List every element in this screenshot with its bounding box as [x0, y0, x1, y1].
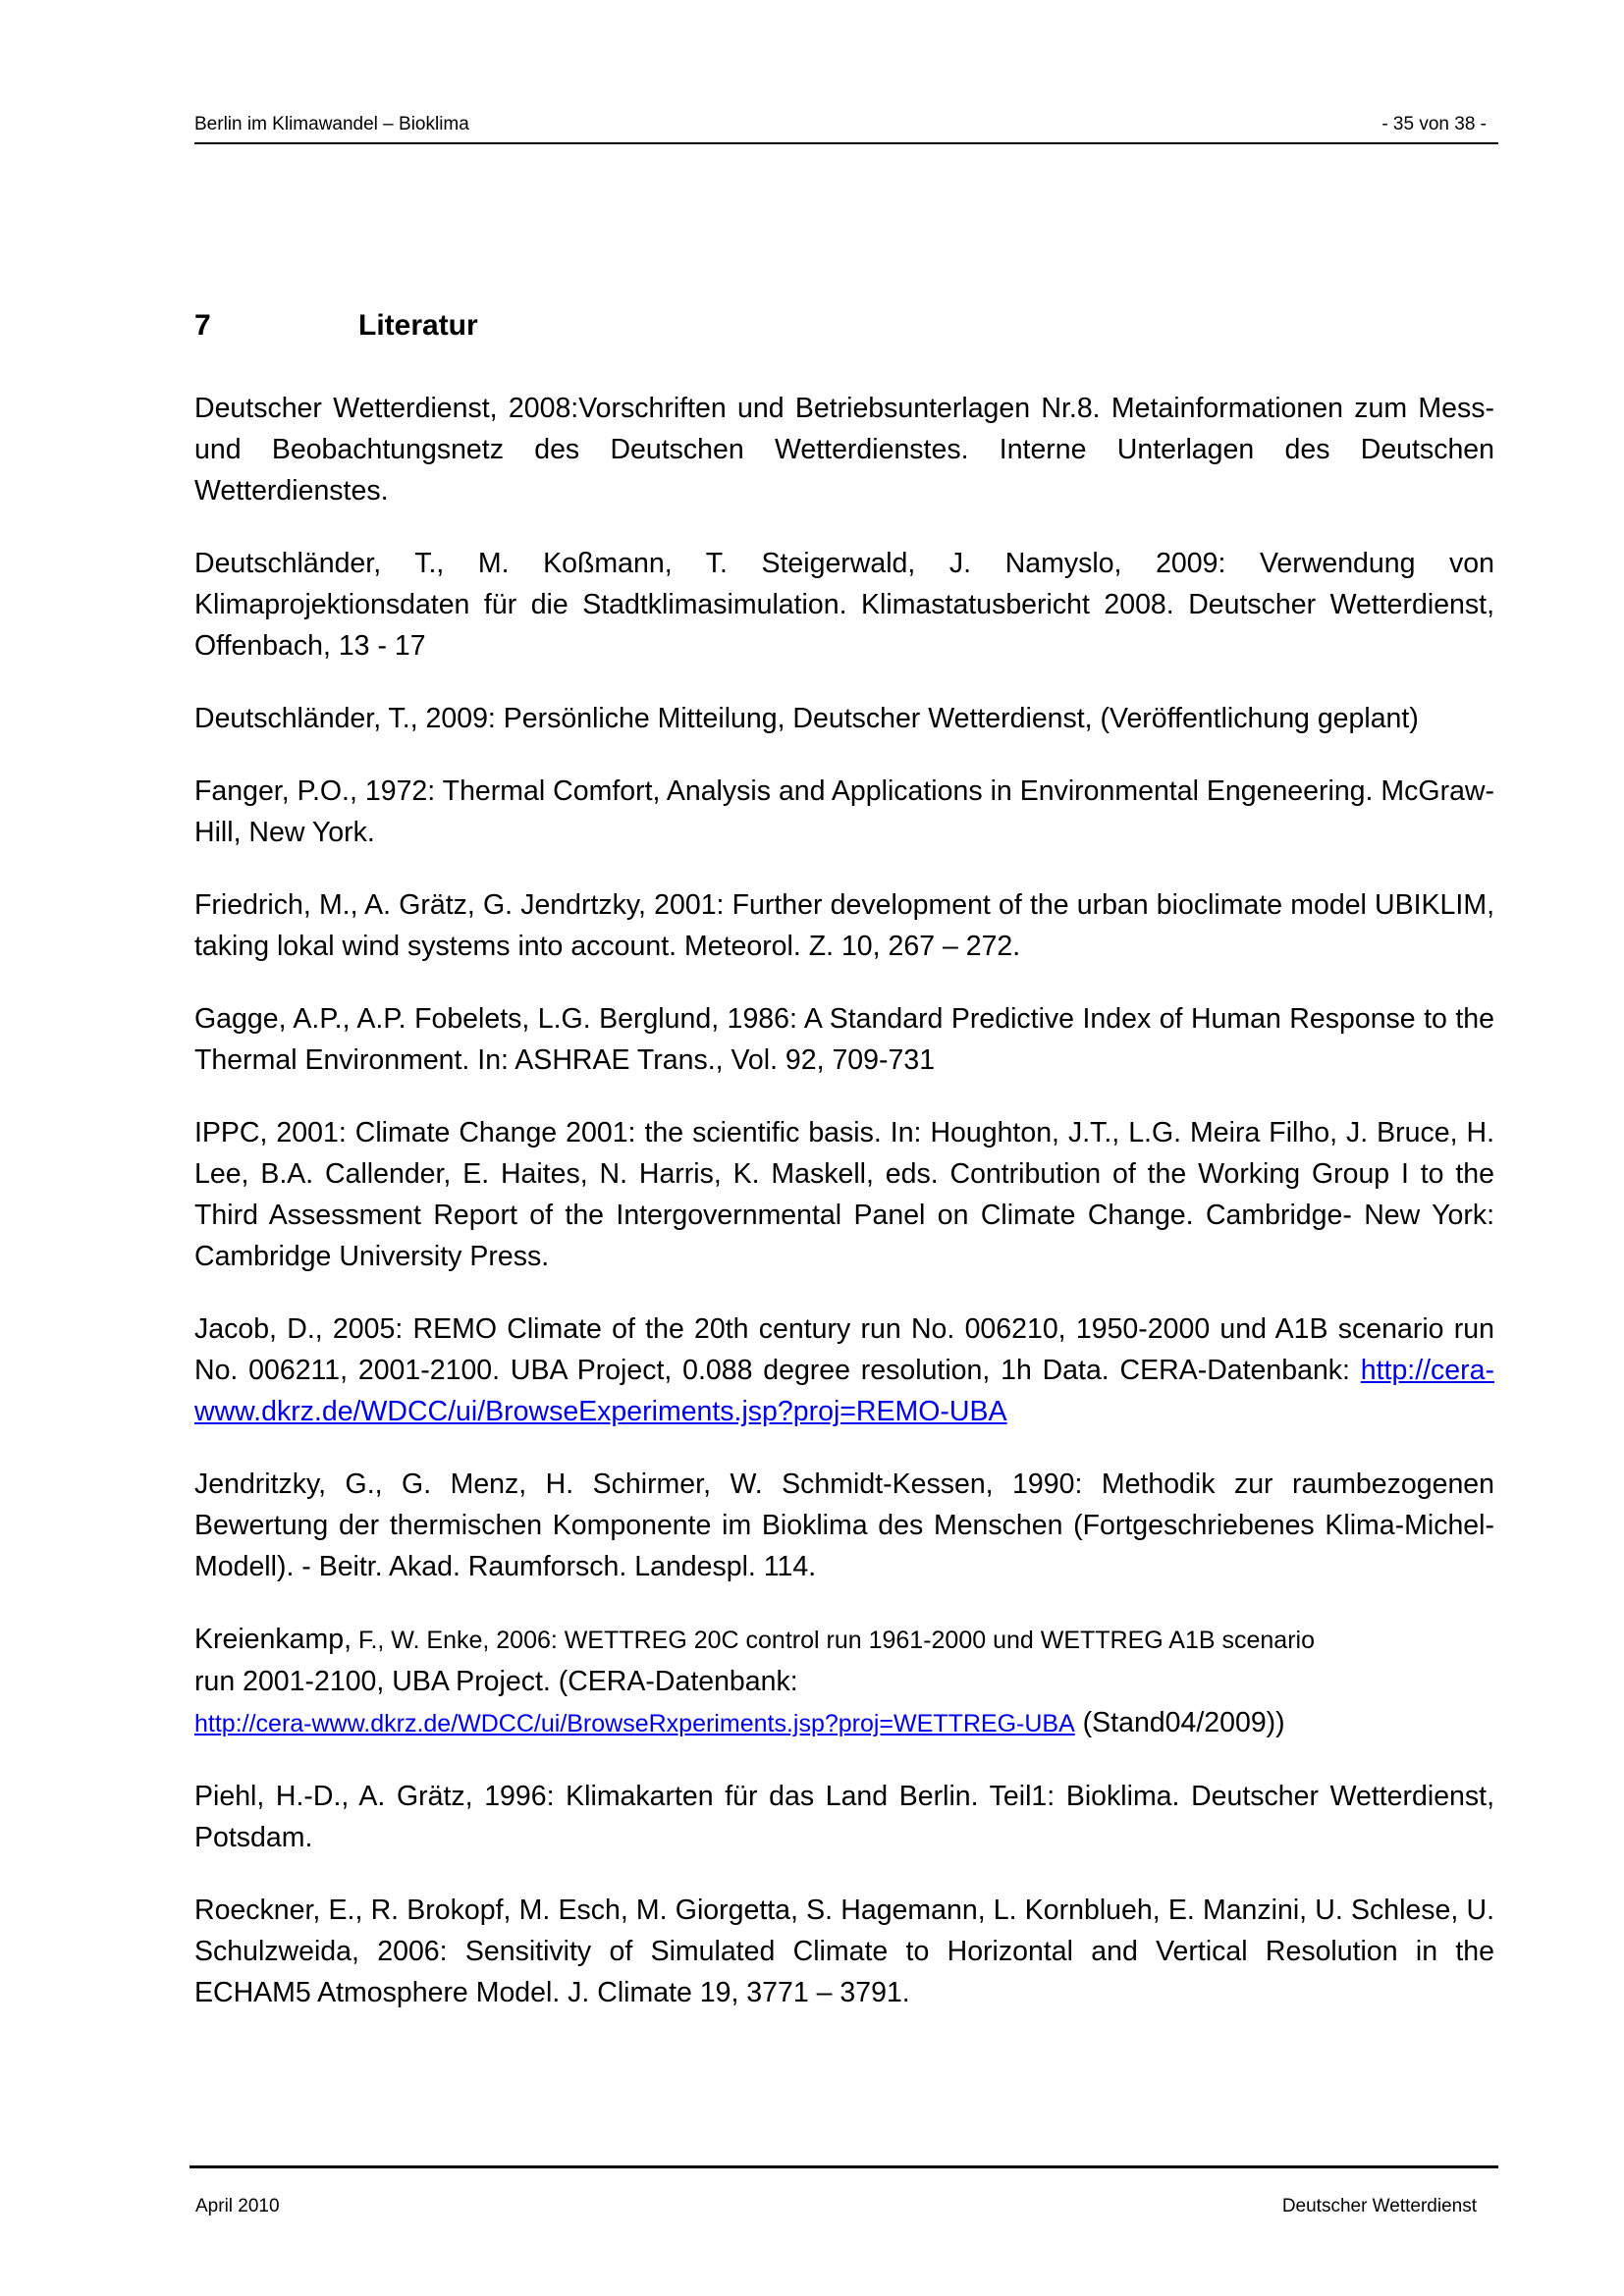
footer-publisher: Deutscher Wetterdienst: [1281, 2196, 1477, 2216]
reference-link[interactable]: http://cera-www.dkrz.de/WDCC/ui/BrowseRxperiments.jsp?proj=WETTREG-UBA: [194, 1710, 1075, 1737]
reference-item: [194, 1776, 1494, 1858]
reference-text: Deutscher Wetterdienst, 2008:Vorschriften und Betriebsunterlagen Nr.8. Metainformationen zum Mess- und Beobachtungsnetz des Deutschen Wetterdienstes. Interne Unterlagen des Deutschen Wetterdienstes.: [194, 393, 1494, 507]
reference-text: Jacob, D., 2005: REMO Climate of the 20th century run No. 006210, 1950-2000 und A1B scenario run No. 006211, 2001-2100. UBA Project, 0.088 degree resolution, 1h Data. CERA-Datenbank:: [194, 1313, 1494, 1386]
section-heading: [194, 308, 478, 344]
reference-item: [194, 884, 1494, 967]
reference-text-small: F., W. Enke, 2006: WETTREG 20C control run 1961-2000 und WETTREG A1B scenario: [352, 1627, 1315, 1654]
reference-text: Gagge, A.P., A.P. Fobelets, L.G. Berglund, 1986: A Standard Predictive Index of Human Response to the Thermal Environment. In: ASHRAE Trans., Vol. 92, 709-731: [194, 1003, 1494, 1076]
reference-item: [194, 771, 1494, 853]
reference-text: IPPC, 2001: Climate Change 2001: the scientific basis. In: Houghton, J.T., L.G. Meira Filho, J. Bruce, H. Lee, B.A. Callender, E. Haites, N. Harris, K. Maskell, eds. Contribution of the Working Group I to the Third Assessment Report of the Intergovernmental Panel on Climate Change. Cambridge- New York: Cambridge University Press.: [194, 1117, 1494, 1272]
reference-text: Fanger, P.O., 1972: Thermal Comfort, Analysis and Applications in Environmental Engeneering. McGraw-Hill, New York.: [194, 775, 1494, 848]
reference-text: Deutschländer, T., M. Koßmann, T. Steigerwald, J. Namyslo, 2009: Verwendung von Klimaprojektionsdaten für die Stadtklimasimulation. Klimastatusbericht 2008. Deutscher Wetterdienst, Offenbach, 13 - 17: [194, 548, 1494, 662]
reference-item: [194, 998, 1494, 1081]
header-title: Berlin im Klimawandel – Bioklima: [194, 114, 469, 134]
section-title: Literatur: [358, 309, 478, 342]
reference-item: [194, 1619, 1494, 1744]
reference-author: Kreienkamp,: [194, 1624, 352, 1655]
reference-item: [194, 543, 1494, 667]
reference-text: Roeckner, E., R. Brokopf, M. Esch, M. Giorgetta, S. Hagemann, L. Kornblueh, E. Manzini, U. Schlese, U. Schulzweida, 2006: Sensitivity of Simulated Climate to Horizontal and Vertical Resolution in the ECHAM5 Atmosphere Model. J. Climate 19, 3771 – 3791.: [194, 1895, 1494, 2008]
page-number: - 35 von 38 -: [1381, 114, 1487, 134]
section-number: 7: [194, 309, 211, 342]
reference-item: [194, 1464, 1494, 1587]
reference-text: run 2001-2100, UBA Project. (CERA-Datenbank:: [194, 1666, 798, 1697]
reference-text: Jendritzky, G., G. Menz, H. Schirmer, W. Schmidt-Kessen, 1990: Methodik zur raumbezogenen Bewertung der thermischen Komponente im Bioklima des Menschen (Fortgeschriebenes Klima-Michel-Modell). - Beitr. Akad. Raumforsch. Landespl. 114.: [194, 1468, 1494, 1582]
page-footer: [189, 2165, 1498, 2216]
reference-list: [194, 388, 1494, 2045]
footer-date: April 2010: [195, 2196, 280, 2216]
reference-text: Deutschländer, T., 2009: Persönliche Mitteilung, Deutscher Wetterdienst, (Veröffentlichung geplant): [194, 703, 1419, 734]
reference-item: [194, 1112, 1494, 1277]
reference-link[interactable]: http://cera-www.dkrz.de/WDCC/ui/BrowseExperiments.jsp?proj=REMO-UBA: [194, 1355, 1494, 1427]
reference-text-after-link: (Stand04/2009)): [1074, 1707, 1285, 1738]
reference-text: Friedrich, M., A. Grätz, G. Jendrtzky, 2001: Further development of the urban bioclimate model UBIKLIM, taking lokal wind systems into account. Meteorol. Z. 10, 267 – 272.: [194, 889, 1494, 962]
reference-text: Piehl, H.-D., A. Grätz, 1996: Klimakarten für das Land Berlin. Teil1: Bioklima. Deutscher Wetterdienst, Potsdam.: [194, 1781, 1494, 1853]
page-header: [194, 111, 1498, 144]
reference-item: [194, 698, 1494, 739]
reference-item: [194, 388, 1494, 511]
reference-item: [194, 1890, 1494, 2013]
reference-item: [194, 1308, 1494, 1432]
